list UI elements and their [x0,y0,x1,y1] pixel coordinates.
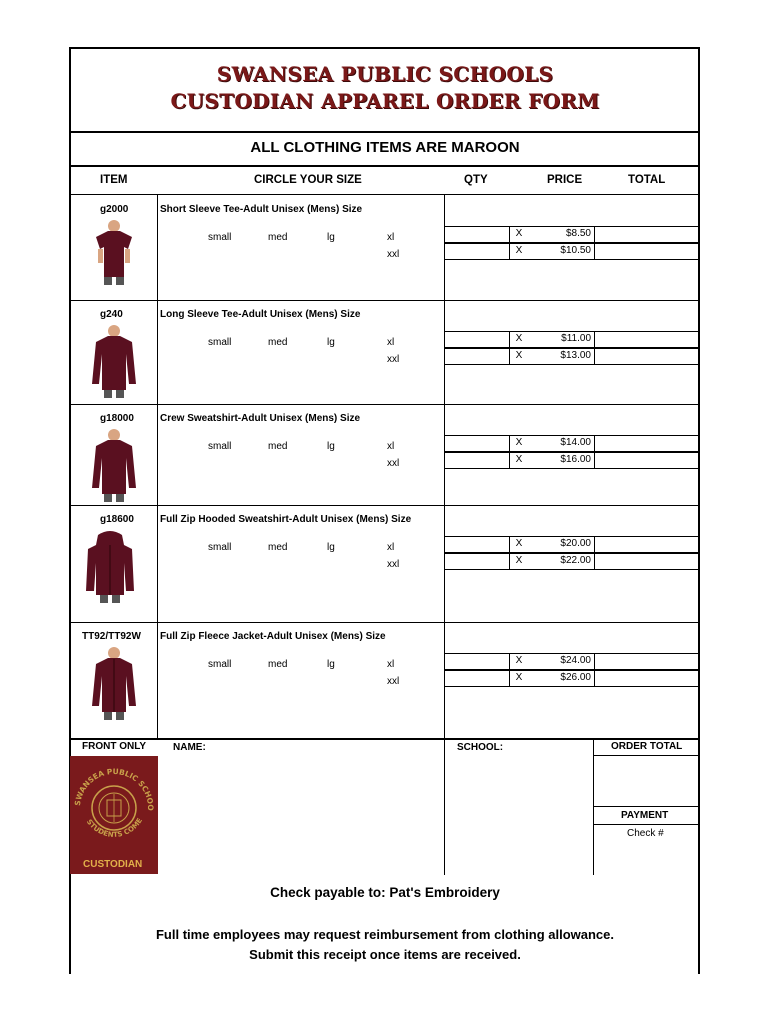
school-seal-icon [70,756,158,856]
item-code: g240 [100,309,123,320]
size-xxl[interactable]: xxl [387,458,400,469]
check-number-field[interactable] [595,842,697,874]
qty-column-divider [444,505,445,622]
price-xxl: $16.00 [560,454,591,465]
garment-crew-icon [88,428,140,507]
qty-column-divider [444,300,445,404]
name-school-divider [444,740,445,875]
title-divider [69,131,700,133]
multiply-mark: X [515,350,523,361]
item-description: Short Sleeve Tee-Adult Unisex (Mens) Size [160,204,363,215]
garment-longsleeve-icon [88,324,140,403]
garment-tee-icon [88,219,140,298]
price-xl: $11.00 [561,333,591,344]
size-xl[interactable]: xl [387,337,395,348]
payment-top-line [593,806,700,807]
total-xl-field[interactable] [594,331,699,348]
svg-text:STUDENTS COME FIRST: STUDENTS COME [84,816,144,839]
multiply-mark: X [515,672,523,683]
total-xl-field[interactable] [594,536,699,553]
total-xl-field[interactable] [594,226,699,243]
row-divider [69,404,700,405]
price-xl: $8.50 [565,228,591,239]
price-xxl: $10.50 [560,245,591,256]
payment-underline [593,824,700,825]
qty-xxl-field[interactable] [444,670,510,687]
multiply-mark: X [515,228,523,239]
size-small[interactable]: small [208,659,232,670]
price-xxl: $13.00 [560,350,591,361]
order-total-field[interactable] [595,757,697,805]
column-header-price: PRICE [547,174,583,186]
school-label: SCHOOL: [457,742,504,753]
price-xxl: $22.00 [560,555,591,566]
size-small[interactable]: small [208,441,232,452]
size-lg[interactable]: lg [327,542,335,553]
name-field[interactable] [220,740,440,874]
size-xxl[interactable]: xxl [387,354,400,365]
qty-xxl-field[interactable] [444,553,510,570]
price-xxl: $26.00 [560,672,591,683]
name-label: NAME: [173,742,206,753]
submit-receipt-note: Submit this receipt once items are received. [249,947,521,962]
order-total-label: ORDER TOTAL [611,741,683,752]
form-title-line1: SWANSEA PUBLIC SCHOOLS [216,62,554,86]
total-xl-field[interactable] [594,653,699,670]
size-med[interactable]: med [268,441,288,452]
total-xl-field[interactable] [594,435,699,452]
column-header-qty: QTY [464,174,488,186]
multiply-mark: X [515,333,523,344]
size-med[interactable]: med [268,337,288,348]
qty-column-divider [444,195,445,300]
size-xxl[interactable]: xxl [387,676,400,687]
item-column-divider [157,195,158,300]
size-small[interactable]: small [208,232,232,243]
column-header-size: CIRCLE YOUR SIZE [254,174,362,186]
qty-column-divider [444,622,445,738]
item-description: Long Sleeve Tee-Adult Unisex (Mens) Size [160,309,361,320]
total-xxl-field[interactable] [594,243,699,260]
total-xxl-field[interactable] [594,452,699,469]
front-only-label: FRONT ONLY [82,741,147,752]
total-xxl-field[interactable] [594,348,699,365]
total-xxl-field[interactable] [594,553,699,570]
qty-xl-field[interactable] [444,435,510,452]
size-xxl[interactable]: xxl [387,249,400,260]
qty-xl-field[interactable] [444,653,510,670]
qty-column-divider [444,404,445,505]
garment-jacket-icon [88,646,140,725]
form-title-line2: CUSTODIAN APPAREL ORDER FORM [170,89,600,113]
order-total-underline [593,755,700,756]
payment-label: PAYMENT [621,810,669,821]
item-code: g18600 [100,514,134,525]
item-description: Full Zip Fleece Jacket-Adult Unisex (Mens) Size [160,631,386,642]
check-number-label: Check # [627,828,664,839]
item-column-divider [157,300,158,404]
size-xl[interactable]: xl [387,441,395,452]
frame-top [69,47,700,49]
garment-hoodie-icon [84,529,136,608]
size-lg[interactable]: lg [327,337,335,348]
size-xxl[interactable]: xxl [387,559,400,570]
qty-xxl-field[interactable] [444,452,510,469]
item-column-divider [157,404,158,505]
order-total-divider [593,740,594,875]
item-description: Full Zip Hooded Sweatshirt-Adult Unisex (Mens) Size [160,514,412,525]
multiply-mark: X [515,555,523,566]
size-small[interactable]: small [208,337,232,348]
logo-caption: CUSTODIAN [83,859,143,870]
qty-xxl-field[interactable] [444,348,510,365]
price-xl: $24.00 [560,655,591,666]
svg-text:SWANSEA PUBLIC SCHOOLS: SWANSEA PUBLIC SCHOO [73,766,156,811]
item-code: TT92/TT92W [82,631,141,642]
payable-note: Check payable to: Pat's Embroidery [270,885,500,900]
header-divider [69,194,700,195]
size-xl[interactable]: xl [387,659,395,670]
item-column-divider [157,505,158,622]
multiply-mark: X [515,245,523,256]
school-logo [70,756,158,874]
item-column-divider [157,622,158,738]
total-xxl-field[interactable] [594,670,699,687]
size-xl[interactable]: xl [387,232,395,243]
price-xl: $14.00 [560,437,591,448]
size-med[interactable]: med [268,659,288,670]
size-lg[interactable]: lg [327,659,335,670]
multiply-mark: X [515,454,523,465]
size-lg[interactable]: lg [327,232,335,243]
item-code: g18000 [100,413,134,424]
page-subtitle: ALL CLOTHING ITEMS ARE MAROON [250,139,520,156]
qty-xl-field[interactable] [444,331,510,348]
column-header-total: TOTAL [628,174,666,186]
frame-right [698,47,700,974]
qty-xxl-field[interactable] [444,243,510,260]
row-divider [69,622,700,623]
school-field[interactable] [508,740,590,874]
size-med[interactable]: med [268,232,288,243]
column-header-item: ITEM [100,174,128,186]
multiply-mark: X [515,538,523,549]
size-xl[interactable]: xl [387,542,395,553]
subtitle-divider [69,165,700,167]
multiply-mark: X [515,655,523,666]
size-small[interactable]: small [208,542,232,553]
row-divider [69,300,700,301]
item-description: Crew Sweatshirt-Adult Unisex (Mens) Size [160,413,361,424]
multiply-mark: X [515,437,523,448]
item-code: g2000 [100,204,129,215]
row-divider [69,505,700,506]
qty-xl-field[interactable] [444,226,510,243]
price-xl: $20.00 [560,538,591,549]
qty-xl-field[interactable] [444,536,510,553]
reimbursement-note: Full time employees may request reimbursement from clothing allowance. [155,927,614,942]
size-lg[interactable]: lg [327,441,335,452]
size-med[interactable]: med [268,542,288,553]
